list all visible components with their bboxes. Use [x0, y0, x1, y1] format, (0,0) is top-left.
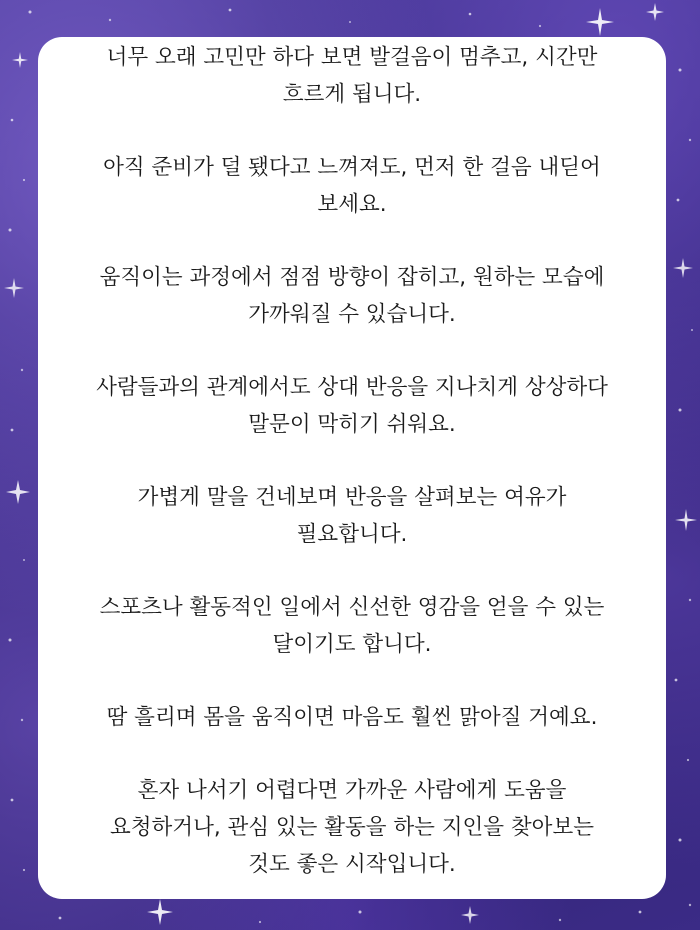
sparkle-icon: [673, 258, 693, 278]
text-line: 움직이는 과정에서 점점 방향이 잡히고, 원하는 모습에: [99, 265, 605, 290]
text-line: 땀 흘리며 몸을 움직이면 마음도 훨씬 맑아질 거예요.: [106, 705, 598, 730]
sparkle-icon: [6, 480, 30, 504]
message-card: [38, 37, 666, 899]
text-line: 가까워질 수 있습니다.: [248, 302, 456, 327]
paragraph: [50, 259, 654, 333]
text-line: 보세요.: [317, 192, 387, 217]
paragraph: [50, 39, 654, 113]
sparkle-icon: [4, 278, 24, 298]
paragraph: [50, 149, 654, 223]
sparkle-icon: [646, 3, 664, 21]
text-line: 달이기도 합니다.: [272, 632, 432, 657]
paragraph: [50, 369, 654, 443]
text-line: 말문이 막히기 쉬워요.: [248, 412, 456, 437]
text-line: 요청하거나, 관심 있는 활동을 하는 지인을 찾아보는: [110, 815, 594, 840]
text-line: 너무 오래 고민만 하다 보면 발걸음이 멈추고, 시간만: [106, 45, 598, 70]
sparkle-icon: [12, 52, 28, 68]
sparkle-icon: [461, 906, 479, 924]
paragraph: [50, 589, 654, 663]
text-line: 사람들과의 관계에서도 상대 반응을 지나치게 상상하다: [96, 375, 608, 400]
text-line: 흐르게 됩니다.: [282, 82, 422, 107]
paragraph: [50, 699, 654, 736]
text-line: 아직 준비가 덜 됐다고 느껴져도, 먼저 한 걸음 내딛어: [103, 155, 601, 180]
text-line: 것도 좋은 시작입니다.: [248, 852, 456, 877]
paragraph: [50, 479, 654, 553]
text-line: 혼자 나서기 어렵다면 가까운 사람에게 도움을: [137, 778, 567, 803]
text-line: 필요합니다.: [296, 522, 408, 547]
text-line: 스포츠나 활동적인 일에서 신선한 영감을 얻을 수 있는: [99, 595, 605, 620]
sparkle-icon: [675, 509, 697, 531]
sparkle-icon: [586, 8, 614, 36]
paragraph: [50, 772, 654, 883]
sparkle-icon: [147, 899, 173, 925]
text-line: 가볍게 말을 건네보며 반응을 살펴보는 여유가: [137, 485, 567, 510]
